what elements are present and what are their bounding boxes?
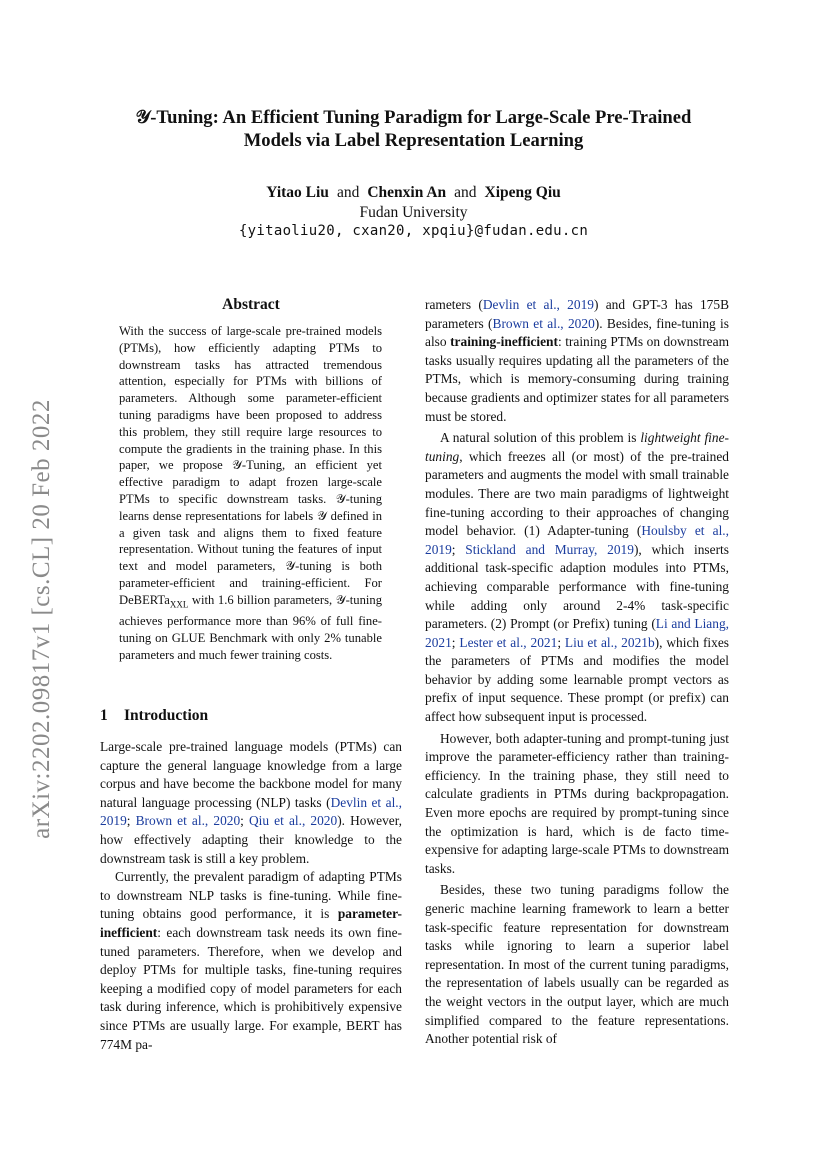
author-separator: and	[454, 184, 477, 201]
arxiv-id-text: arXiv:2202.09817v1 [cs.CL] 20 Feb 2022	[28, 399, 55, 839]
paper-title	[80, 106, 747, 152]
paragraph: Besides, these two tuning paradigms follow the generic machine learning framework to learn a better task-specific feature representation for downstream tasks while ignoring to learn a superior label representation. In most of the current tuning paradigms, the representation of labels usually can be regarded as the weight vectors in the output layer, which are much simplified compared to the feature representations. Another potential risk of	[425, 882, 729, 1047]
citation-link[interactable]: Qiu et al., 2020	[249, 813, 338, 829]
section-heading-introduction	[100, 707, 208, 725]
author-name: Xipeng Qiu	[484, 184, 561, 201]
paragraph: Large-scale pre-trained language models (PTMs) can capture the general language knowledge from a large corpus and have become the backbone model for many natural language processing (NLP) tasks (Devlin et al., 2019; Brown et al., 2020; Qiu et al., 2020). However, how effectively adapting their knowledge to the downstream task is still a key problem.	[100, 739, 402, 866]
left-column-text	[100, 738, 402, 1054]
affiliation: Fudan University	[359, 204, 468, 221]
citation-link[interactable]: Liu et al., 2021b	[564, 634, 655, 650]
title-line-2: Models via Label Representation Learning	[243, 130, 584, 151]
author-emails: {yitaoliu20, cxan20, xpqiu}@fudan.edu.cn	[238, 223, 589, 239]
author-name: Chenxin An	[367, 184, 447, 201]
title-line-1: 𝒴-Tuning: An Efficient Tuning Paradigm for Large-Scale Pre-Trained	[135, 107, 692, 128]
abstract-heading: Abstract	[222, 296, 280, 313]
citation-link[interactable]: Devlin et al., 2019	[100, 794, 402, 829]
paragraph: rameters (Devlin et al., 2019) and GPT-3 has 175B parameters (Brown et al., 2020). Besides, fine-tuning is also training-inefficient: training PTMs on downstream tasks usually requires updating all the parameters of the PTMs, which is memory-consuming during training because gradients and optimizer states for all parameters must be stored.	[425, 297, 729, 424]
paragraph: Currently, the prevalent paradigm of adapting PTMs to downstream NLP tasks is fine-tuning. While fine-tuning obtains good performance, it is parameter-inefficient: each downstream task needs its own fine-tuned parameters. Therefore, when we develop and deploy PTMs for multiple tasks, fine-tuning requires keeping a modified copy of model parameters for each task during inference, which is prohibitively expensive since PTMs are usually large. For example, BERT has 774M pa-	[100, 869, 402, 1052]
citation-link[interactable]: Devlin et al., 2019	[482, 297, 594, 312]
section-number: 1	[100, 707, 108, 724]
right-column-text	[425, 296, 729, 1049]
citation-link[interactable]: Li and Liang, 2021	[425, 616, 729, 650]
paragraph: A natural solution of this problem is lightweight fine-tuning, which freezes all (or most) of the pre-trained parameters and augments the model with small trainable modules. There are two main paradigms of lightweight fine-tuning according to their approaches of changing model behavior. (1) Adapter-tuning (Houlsby et al., 2019; Stickland and Murray, 2019), which inserts additional task-specific adaption modules into PTMs, achieving comparable performance with fine-tuning while adding only around 2-4% task-specific parameters. (2) Prompt (or Prefix) tuning (Li and Liang, 2021; Lester et al., 2021; Liu et al., 2021b), which fixes the parameters of PTMs and modifies the model behavior by adding some learnable prompt vectors as prefix of input sequence. These prompt (or prefix) can affect how subsequent input is processed.	[425, 430, 729, 725]
paragraph: However, both adapter-tuning and prompt-tuning just improve the parameter-efficiency rather than training-efficiency. In the training phase, they still need to calculate gradients in PTMs during backpropagation. Even more epochs are required by prompt-tuning since the optimization is hard, which is de facto time-expensive for adapting large-scale PTMs to downstream tasks.	[425, 730, 729, 876]
arxiv-identifier	[22, 365, 62, 885]
abstract-text: With the success of large-scale pre-trained models (PTMs), how efficiently adapting PTMs to downstream tasks has attracted tremendous attention, especially for PTMs with billions of parameters. Although some parameter-efficient tuning paradigms have been proposed to address this problem, they still require large resources to compute the gradients in the training phase. In this paper, we propose 𝒴-Tuning, an efficient yet effective paradigm to adapt frozen large-scale PTMs to specific downstream tasks. 𝒴-tuning learns dense representations for labels 𝒴 defined in a given task and aligns them to fixed feature representation. Without tuning the features of input text and model parameters, 𝒴-tuning is both parameter-efficient and training-efficient. For DeBERTa$_{XXL}$ with 1.6 billion parameters, 𝒴-tuning achieves performance more than 96% of full fine-tuning on GLUE Benchmark with only 2% tunable parameters and much fewer training costs.	[119, 324, 382, 662]
section-title: Introduction	[124, 707, 209, 724]
citation-link[interactable]: Lester et al., 2021	[459, 634, 558, 650]
citation-link[interactable]: Brown et al., 2020	[135, 813, 241, 829]
author-name: Yitao Liu	[266, 184, 329, 201]
citation-link[interactable]: Brown et al., 2020	[492, 315, 595, 331]
author-list	[80, 182, 747, 203]
citation-link[interactable]: Stickland and Murray, 2019	[465, 541, 634, 557]
citation-link[interactable]: Houlsby et al., 2019	[425, 523, 729, 557]
author-separator: and	[336, 184, 360, 201]
